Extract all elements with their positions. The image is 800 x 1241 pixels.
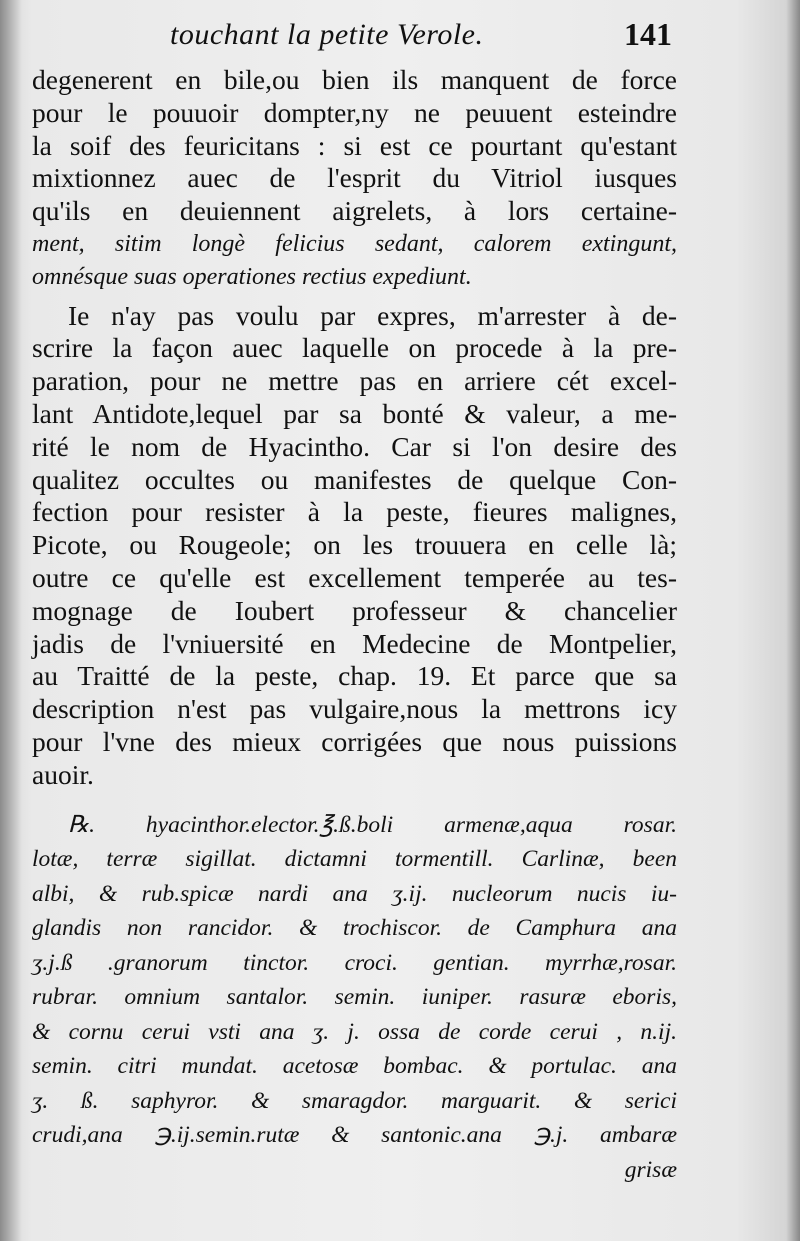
text-line: paration, pour ne mettre pas en arriere cét excel- [32, 365, 677, 397]
prescription-line: glandis non rancidor. & trochiscor. de Camphura ana [32, 915, 677, 942]
text-line: jadis de l'vniuersité en Medecine de Montpelier, [32, 627, 677, 659]
text-line: pour l'vne des mieux corrigées que nous puissions [32, 725, 677, 757]
text-line: au Traitté de la peste, chap. 19. Et parce que sa [32, 660, 677, 692]
text-line: auoir. [32, 758, 94, 790]
text-line: Picote, ou Rougeole; on les trouuera en celle là; [32, 529, 677, 561]
text-line: rité le nom de Hyacintho. Car si l'on desire des [32, 430, 677, 462]
paragraph-2 [32, 300, 677, 792]
prescription-line: albi, & rub.spicæ nardi ana ʒ.ij. nucleorum nucis iu- [32, 880, 677, 907]
text-line: pour le pouuoir dompter,ny ne peuuent esteindre [32, 96, 677, 128]
prescription [32, 808, 677, 1188]
prescription-line: ℞. hyacinthor.elector.℥.ß.boli armenæ,aqua rosar. [68, 811, 677, 838]
prescription-line: ʒ. ß. saphyror. & smaragdor. marguarit. & serici [32, 1087, 677, 1114]
text-line: Ie n'ay pas voulu par expres, m'arrester à de- [68, 299, 677, 331]
body-text [32, 64, 677, 1187]
page-number: 141 [624, 16, 672, 52]
text-line: scrire la façon auec laquelle on procede à la pre- [32, 332, 677, 364]
paragraph-1 [32, 64, 677, 294]
catchword: grisæ [624, 1156, 677, 1183]
prescription-line: rubrar. omnium santalor. semin. iuniper. rasuræ eboris, [32, 984, 677, 1011]
text-line: qualitez occultes ou manifestes de quelque Con- [32, 463, 677, 495]
spine-shadow [0, 0, 22, 1241]
text-line: mixtionnez auec de l'esprit du Vitriol iusques [32, 162, 677, 194]
latin-line: omnésque suas operationes rectius expediunt. [32, 263, 472, 290]
page-edge-shadow [786, 0, 800, 1241]
text-line: description n'est pas vulgaire,nous la mettrons icy [32, 693, 677, 725]
text-line: la soif des feuricitans : si est ce pourtant qu'estant [32, 129, 677, 161]
latin-line: ment, sitim longè felicius sedant, calorem extingunt, [32, 230, 677, 257]
prescription-line: crudi,ana ℈.ij.semin.rutæ & santonic.ana ℈.j. ambaræ [32, 1122, 677, 1149]
running-title: touchant la petite Verole. [170, 18, 484, 51]
prescription-line: lotæ, terræ sigillat. dictamni tormentill. Carlinæ, been [32, 846, 677, 873]
text-line: mognage de Ioubert professeur & chancelier [32, 594, 677, 626]
text-line: fection pour resister à la peste, fieures malignes, [32, 496, 677, 528]
text-line: qu'ils en deuiennent aigrelets, à lors certaine- [32, 195, 677, 227]
prescription-line: & cornu cerui vsti ana ʒ. j. ossa de corde cerui , n.ij. [32, 1018, 677, 1045]
text-line: outre ce qu'elle est excellement temperée au tes- [32, 561, 677, 593]
prescription-line: ʒ.j.ß .granorum tinctor. croci. gentian. myrrhæ,rosar. [32, 949, 677, 976]
text-line: lant Antidote,lequel par sa bonté & valeur, a me- [32, 397, 677, 429]
text-line: degenerent en bile,ou bien ils manquent de force [32, 64, 677, 95]
prescription-line: semin. citri mundat. acetosæ bombac. & portulac. ana [32, 1053, 677, 1080]
